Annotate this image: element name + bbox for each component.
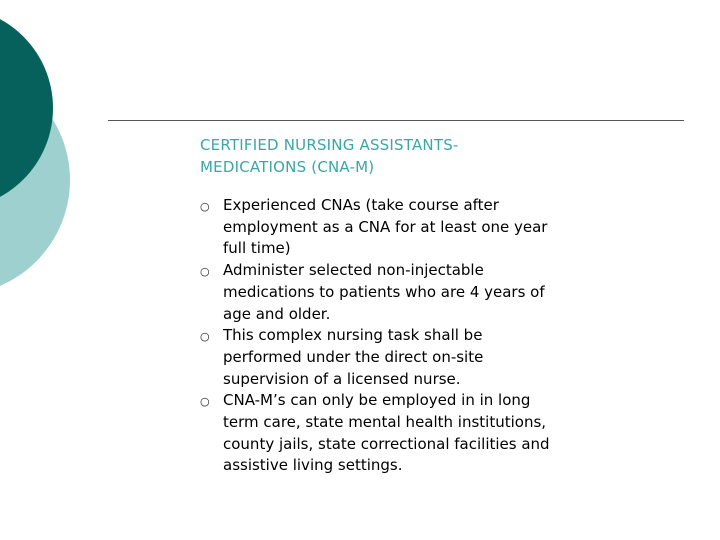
bullet-text: This complex nursing task shall be performed under the direct on-site supervision of a licensed nurse. — [223, 326, 484, 388]
bullet-item — [200, 195, 560, 260]
bullet-item — [200, 260, 560, 325]
circle-bullet-icon: ○ — [200, 200, 210, 213]
circle-bullet-icon: ○ — [200, 395, 210, 409]
bullet-text: Experienced CNAs (take course after employment as a CNA for at least one year full time) — [223, 196, 548, 258]
decorative-circles — [0, 0, 120, 300]
bullet-item — [200, 325, 560, 390]
bullet-list — [200, 195, 560, 477]
circle-bullet-icon: ○ — [200, 330, 210, 344]
title-line-1: CERTIFIED NURSING ASSISTANTS- — [200, 136, 459, 154]
circle-bullet-icon: ○ — [200, 265, 210, 279]
bullet-text: Administer selected non-injectable medications to patients who are 4 years of age and older. — [223, 261, 545, 323]
bullet-text: CNA-M’s can only be employed in in long term care, state mental health institutions, county jails, state correctional facilities and assistive living settings. — [223, 391, 550, 475]
bullet-item — [200, 390, 560, 477]
header-divider — [108, 120, 684, 121]
slide-title — [200, 134, 640, 178]
title-line-2: MEDICATIONS (CNA-M) — [200, 158, 375, 176]
